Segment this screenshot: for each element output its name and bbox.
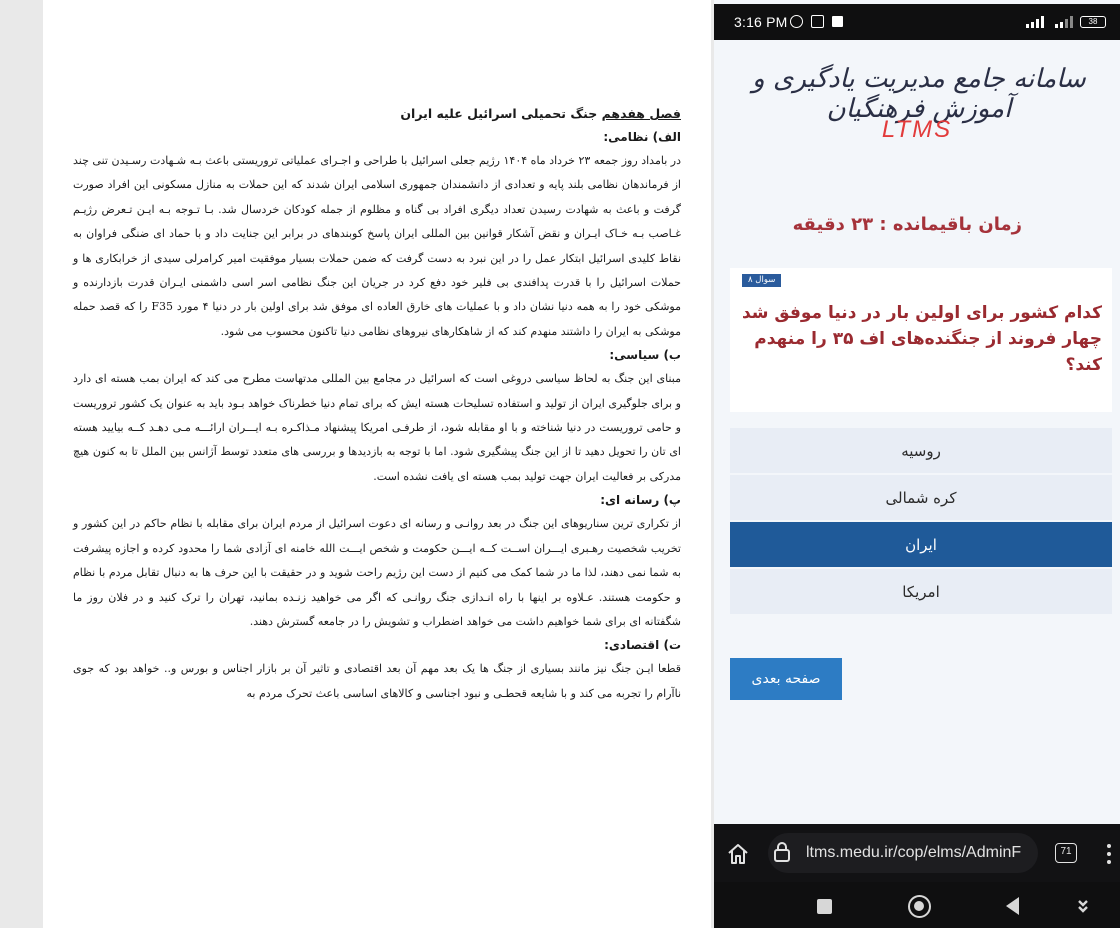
section-text-political: مبنای این جنگ به لحاظ سیاسی دروغی است که اسرائیل در مجامع بین المللی مدتهاست مطرح می کند که ایران بمب هسته ای دارد و برای جلوگیری ایران از تولید و استفاده تسلیحات هسته ایش که برای تمام دنیا خطرناک خواهد بـود باید به عنوان یک کشور تروریست و حامی تروریست در دنیا شناخته و با او مقابله شود، از طرفـی امریکا پیشنهاد مـذاکـره بـه ایـــران ارائـــه مـی دهـد کــه بیایید هسته ای تان را تحویل دهید تا از این جنگ پیشگیری شود. اما با توجه به بازدیدها و بررسی های متعدد توسط آژانس بین الملل تا به کنون هیچ مدرکی بر فعالیت ایران جهت تولید بمب هسته ای یافت نشده است. [73,372,681,483]
phone-screen [714,0,1120,928]
chapter-title [67,106,681,121]
chapter-title-text: جنگ تحمیلی اسرائیل علیه ایران [400,106,602,121]
home-circle-icon[interactable] [908,895,931,918]
document-page [43,0,711,928]
more-vert-icon[interactable] [1106,842,1112,866]
section-heading-military: الف) نظامی: [603,130,681,144]
hide-keyboard-icon[interactable] [1076,897,1090,915]
section-heading-economic: ت) اقتصادی: [604,638,681,653]
recents-icon[interactable] [817,899,832,914]
message-icon [811,15,824,28]
alarm-icon [790,15,803,28]
battery-icon: 38 [1080,16,1106,28]
answer-options [730,428,1112,616]
answer-option-iran-selected[interactable]: ایران [730,522,1112,569]
lms-page [714,44,1120,824]
section-heading-media: پ) رسانه ای: [600,493,681,508]
next-page-button[interactable]: صفحه بعدی [730,658,842,700]
document-body [67,106,687,706]
answer-option-russia[interactable]: روسیه [730,428,1112,475]
section-text-military: در بامداد روز جمعه ۲۳ خرداد ماه ۱۴۰۴ رژیم جعلی اسرائیل با طراحی و اجـرای عملیاتی تروریستی باعث بـه شـهادت رسـیدن تنی چند از فرماندهان نظامی بلند پایه و تعدادی از دانشمندان جمهوری اسلامی ایران شدند که این حملات به منازل مسکونی این افراد صورت گرفت و باعث به شهادت رسیدن تعداد دیگری افراد بی گناه و مظلوم از جمله کودکان خردسال شد. بـا تـوجه بـه ایـن تـعرض رژیـم غـاصب بـه خـاک ایـران و نقض آشکار قوانین بین المللی ایران پاسخ کوبندهای در برابر این جنایت داد و با حماد ای ضنگی فراوان به نقاط کلیدی اسرائیل ابتکار عمل را در این نبرد به دست گرفت که ضمن حملات بسیار موفقیت امیر کرامرلی سیدی از خرابکاری ها و حملات اسرائیل را با قدرت پدافندی بی فلیر خود دفع کرد در جریان این جنگ نظامی اسر اسی داشمنی ایـران قدرت بازدارنده و موشکی خود را به همه دنیا نشان داد و با عملیات های خارق العاده ای موفق شد برای اولین بار در دنیا ۴ مورد F35 را که قصد حمله موشکی به ایران را داشتند منهدم کند که از شاهکارهای نیروهای نظامی دنیا تاکنون محسوب می شود. [73,154,682,338]
answer-option-america[interactable]: امریکا [730,569,1112,616]
section-heading-political: ب) سیاسی: [609,348,681,363]
lock-icon[interactable] [772,840,792,864]
chapter-title-number: فصل هفدهم [601,106,681,121]
question-text: کدام کشور برای اولین بار در دنیا موفق شد چهار فروند از جنگنده‌های اف ۳۵ را منهدم کند؟ [741,303,1102,375]
status-bar [714,4,1120,40]
home-icon[interactable] [726,842,750,866]
remaining-time: زمان باقیمانده : ۲۳ دقیقه [792,214,1022,235]
question-card [730,268,1112,412]
tabs-icon[interactable]: 71 [1055,843,1077,863]
section-text-economic: قطعا ایـن جنگ نیز مانند بسیاری از جنگ ها یک بعد مهم آن بعد اقتصادی و تاثیر آن بر بازار اجناس و بورس و.. خواهد بود که جوی ناآرام را تجربه می کند و با شایعه قحطـی و نبود اجناسی و کالاهای اساسی باعث تحرک مردم به [73,662,681,700]
answer-option-north-korea[interactable]: کره شمالی [730,475,1112,522]
signal-icon-2 [1054,16,1074,28]
system-nav-bar [714,882,1120,928]
question-number-badge: سوال ۸ [742,274,781,287]
url-text[interactable]: ltms.medu.ir/cop/elms/AdminF [806,844,1022,861]
signal-icon [1024,16,1046,28]
app-logo-text: LTMS [881,116,953,143]
status-time: 3:16 PM [734,14,788,30]
browser-address-bar [714,824,1120,882]
back-icon[interactable] [1006,897,1019,915]
section-text-media: از تکراری ترین سناریوهای این جنگ در بعد روانـی و رسانه ای دعوت اسرائیل از مردم ایران برای مقابله با نظام حاکم در این کشور و تخریب شخصیت رهـبری ایـــران اســت کــه ایـــن حکومت و شخص ایـــت الله خامنه ای آزادی شما را محدود کرده و اجازه پیشرفت به شما نمی دهند، لذا ما در شما کمک می کنیم از دست این رژیم راحت شوید و در حقیقت با این حرف ها به دنبال تقابل مردم با نظام و حکومت هستند. عـلاوه بر اینها با راه انـدازی جنگ روانـی که اگر می خواهید زنـده بمانید، تهران را ترک کنید و در فلان روز ما شگفتانه ای برای شما خواهیم داشت می خواهد اضطراب و تشویش را در جامعه گسترش دهند. [73,517,681,628]
app-title: سامانه جامع مدیریت یادگیری و آموزش فرهنگیان [752,64,1086,124]
image-icon [832,16,843,27]
